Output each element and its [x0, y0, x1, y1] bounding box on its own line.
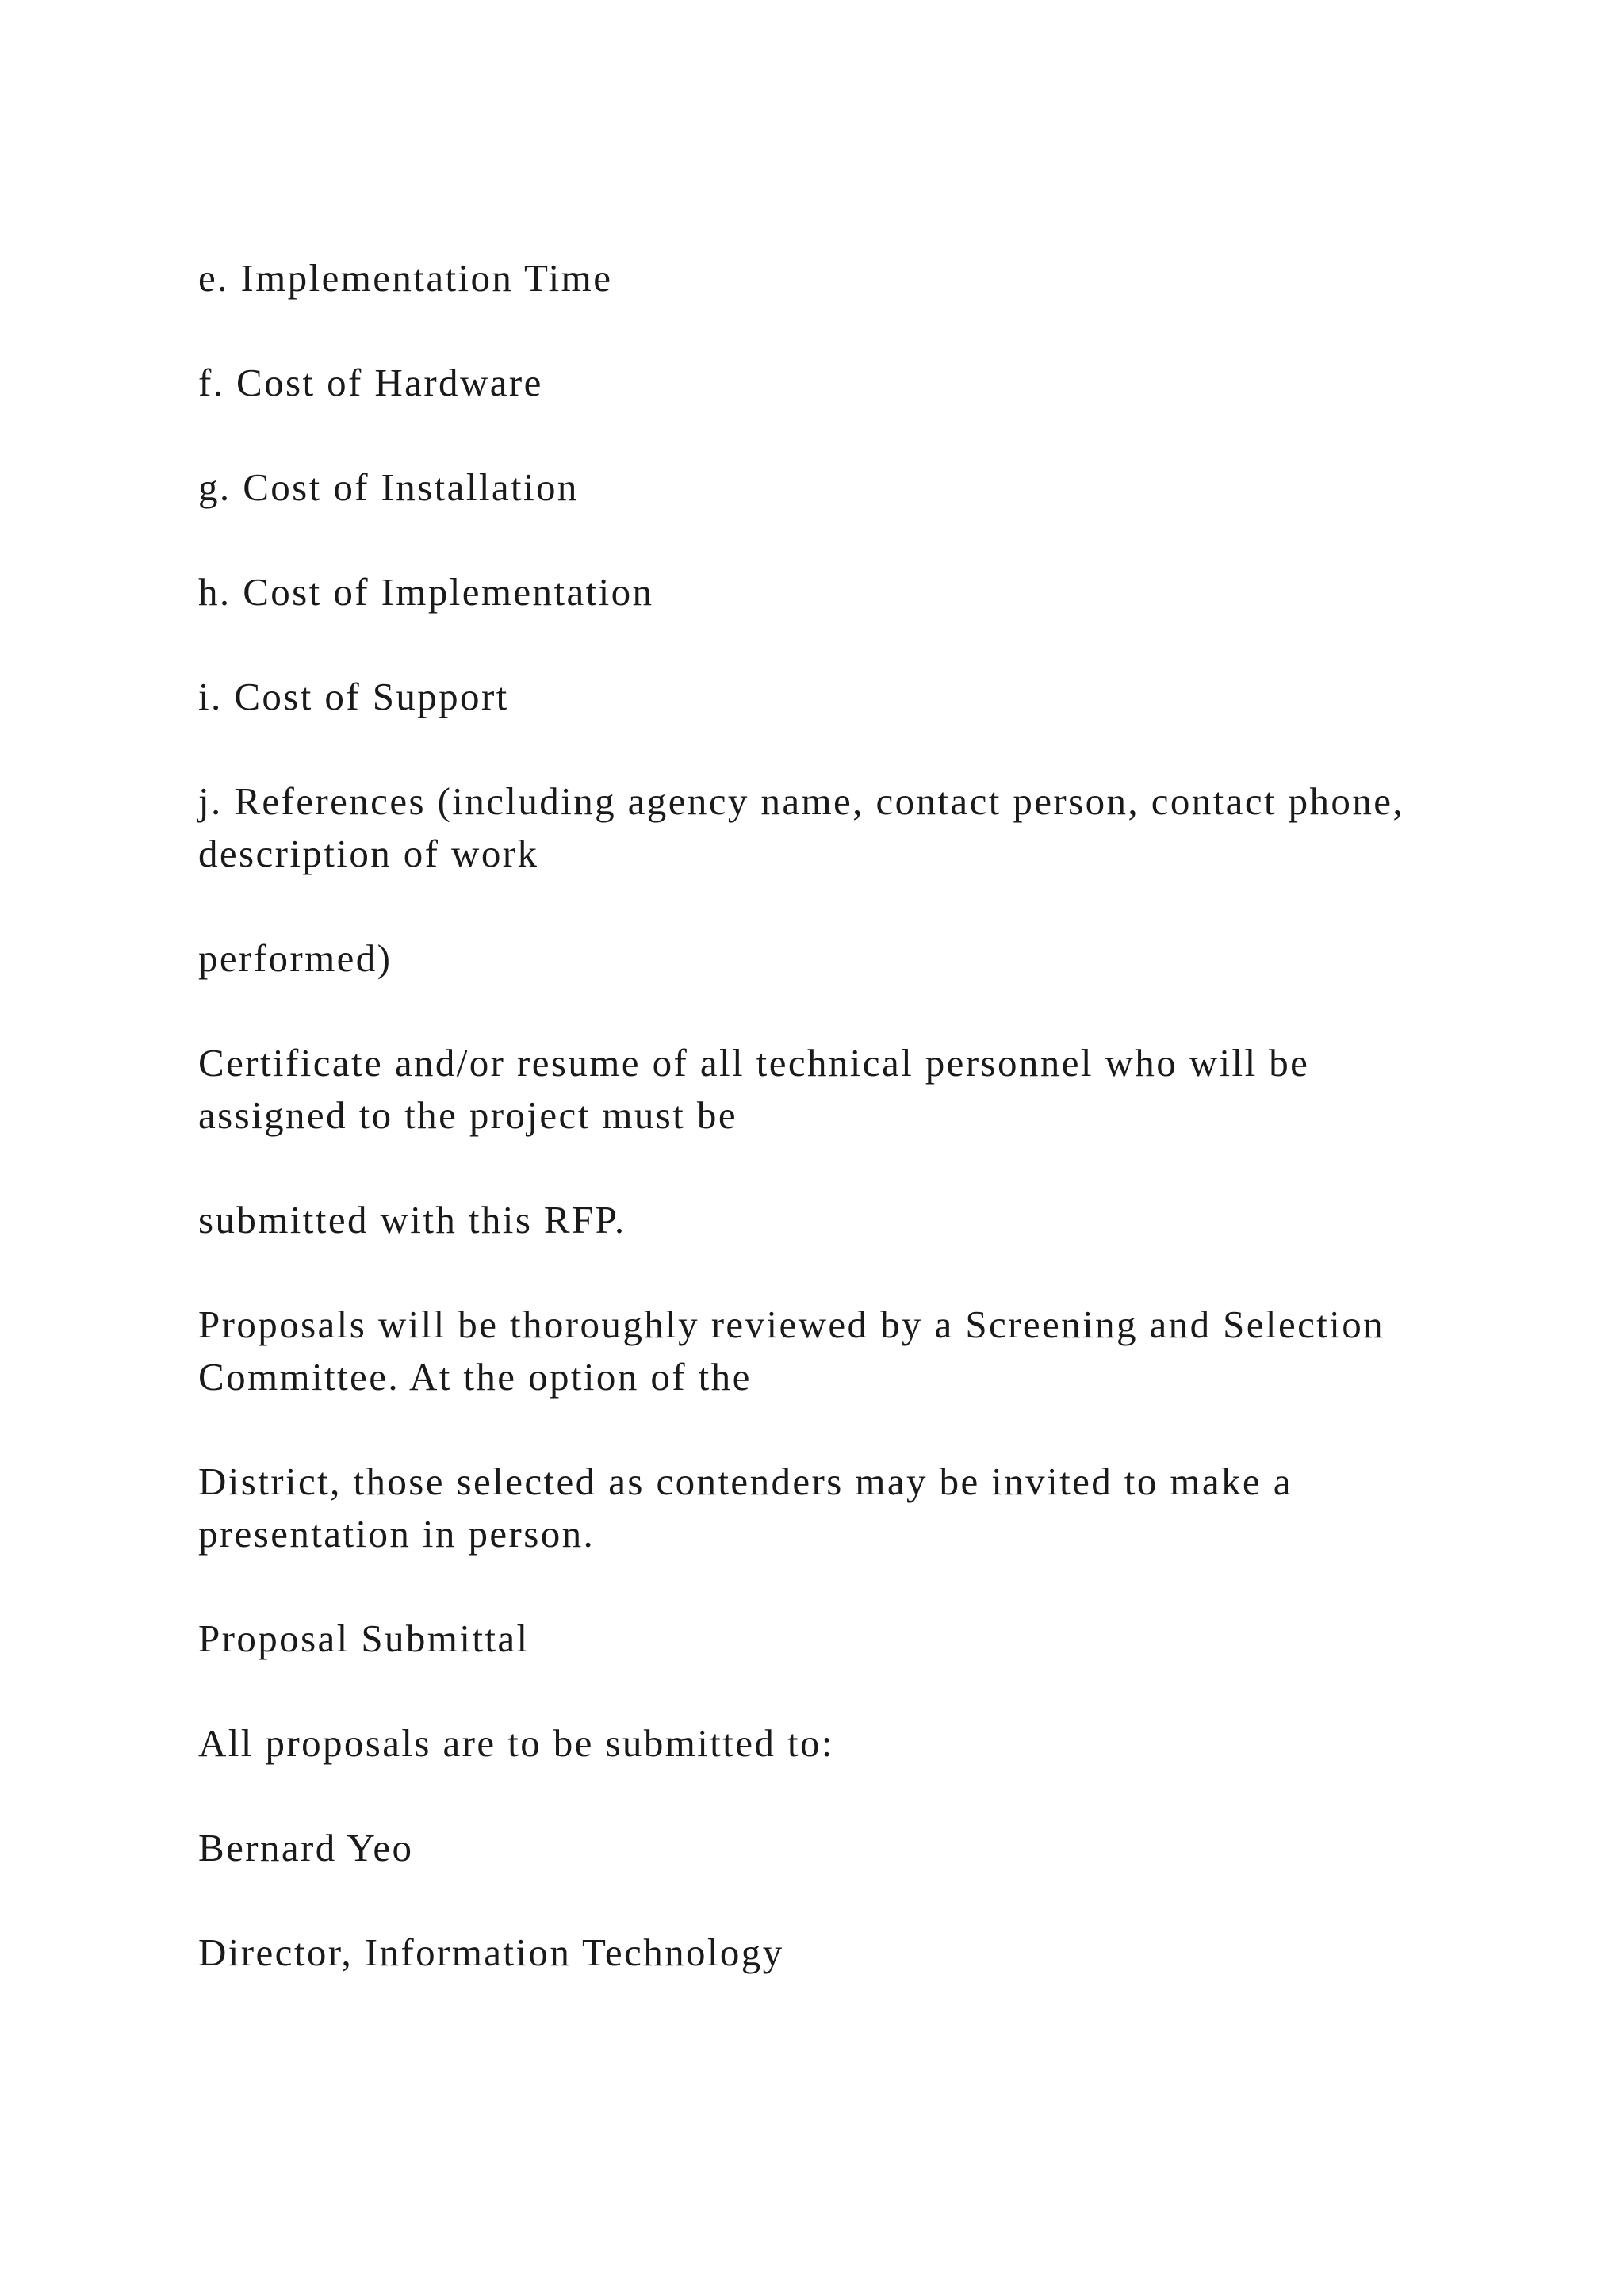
document-body: [198, 252, 1435, 1979]
contact-name: Bernard Yeo: [198, 1826, 414, 1869]
paragraph-certificate-resume-continued: submitted with this RFP.: [198, 1198, 626, 1242]
list-item-references-continued: performed): [198, 936, 393, 980]
list-item-cost-of-implementation: h. Cost of Implementation: [198, 570, 654, 614]
list-item-references: j. References (including agency name, contact person, contact phone, description of work: [198, 779, 1405, 875]
list-item-implementation-time: e. Implementation Time: [198, 256, 613, 300]
list-item-cost-of-installation: g. Cost of Installation: [198, 465, 579, 509]
list-item-cost-of-hardware: f. Cost of Hardware: [198, 361, 543, 404]
paragraph-submission-instruction: All proposals are to be submitted to:: [198, 1721, 834, 1765]
paragraph-certificate-resume: Certificate and/or resume of all technical personnel who will be assigned to the project must be: [198, 1041, 1310, 1137]
paragraph-review-process: Proposals will be thoroughly reviewed by a Screening and Selection Committee. At the option of the: [198, 1303, 1385, 1399]
list-item-cost-of-support: i. Cost of Support: [198, 675, 509, 718]
section-heading-proposal-submittal: Proposal Submittal: [198, 1617, 530, 1660]
contact-title: Director, Information Technology: [198, 1931, 784, 1974]
paragraph-review-process-continued: District, those selected as contenders may be invited to make a presentation in person.: [198, 1460, 1293, 1556]
